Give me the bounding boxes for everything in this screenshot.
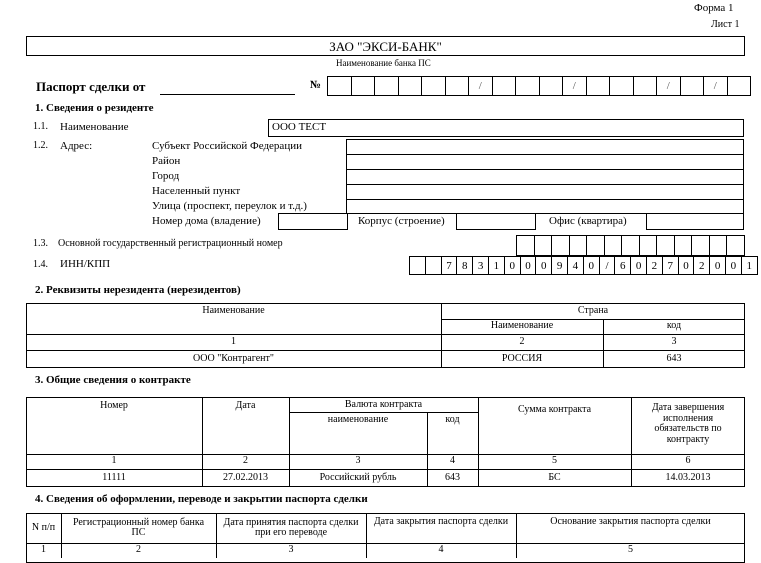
header-accept-date: Дата принятия паспорта сделки при его переводе (223, 516, 359, 538)
inn-kpp-cell: 0 (725, 256, 742, 275)
header-end-date: Дата завершения исполнения обязательств по контракту (651, 402, 725, 445)
ogrn-cell[interactable] (534, 235, 553, 256)
contract-currency-name: Российский рубль (319, 471, 397, 483)
passport-number-cell[interactable] (492, 76, 517, 96)
header-currency-name: наименование (327, 413, 389, 425)
nonresident-country-code: 643 (666, 352, 682, 364)
column-number: 1 (231, 335, 236, 347)
ogrn-cell[interactable] (656, 235, 675, 256)
ogrn-cell[interactable] (691, 235, 710, 256)
passport-number-cell[interactable] (633, 76, 658, 96)
ogrn-cell[interactable] (516, 235, 535, 256)
passport-number-cell[interactable] (351, 76, 376, 96)
passport-number-cell[interactable] (515, 76, 540, 96)
item-1-4-label: ИНН/КПП (60, 258, 111, 270)
column-number: 3 (355, 455, 361, 467)
passport-number-cell[interactable] (398, 76, 423, 96)
inn-kpp-cell: 8 (456, 256, 473, 275)
column-number: 5 (628, 544, 633, 556)
contract-currency-code: 643 (445, 471, 460, 483)
address-line (346, 169, 744, 170)
column-number: 1 (41, 544, 46, 556)
column-number: 3 (671, 335, 677, 347)
inn-kpp-cell: 7 (662, 256, 679, 275)
inn-kpp-cell: 3 (472, 256, 489, 275)
header-name: Наименование (202, 304, 265, 316)
inn-kpp-cell: 0 (535, 256, 552, 275)
address-locality-label: Населенный пункт (152, 185, 241, 197)
item-1-4-num: 1.4. (33, 259, 48, 270)
house-field[interactable] (278, 213, 348, 230)
column-number: 2 (243, 455, 248, 467)
resident-name-value: ООО ТЕСТ (272, 121, 327, 133)
contract-end-date: 14.03.2013 (665, 471, 711, 483)
item-1-2-num: 1.2. (33, 140, 48, 151)
passport-number-cell[interactable] (468, 76, 493, 96)
passport-number-cell[interactable] (374, 76, 399, 96)
header-row-number: N п/п (31, 521, 56, 533)
header-close-date: Дата закрытия паспорта сделки (373, 515, 509, 527)
item-1-3-num: 1.3. (33, 238, 48, 249)
inn-kpp-cell: 1 (741, 256, 758, 275)
passport-number-cell[interactable] (609, 76, 634, 96)
office-label: Офис (квартира) (549, 215, 627, 227)
address-district-label: Район (152, 155, 181, 167)
inn-kpp-cell: 0 (630, 256, 647, 275)
ogrn-cell[interactable] (604, 235, 623, 256)
inn-kpp-cell (425, 256, 442, 275)
address-line (346, 184, 744, 185)
ogrn-cell[interactable] (709, 235, 728, 256)
header-number: Номер (100, 399, 128, 411)
section4-title: 4. Сведения об оформлении, переводе и закрытии паспорта сделки (35, 493, 368, 505)
address-fields-box[interactable] (346, 139, 744, 214)
sheet-label: Лист 1 (711, 19, 740, 30)
passport-number-cell[interactable] (656, 76, 681, 96)
passport-title: Паспорт сделки от (36, 79, 146, 94)
number-sign: № (310, 79, 322, 91)
passport-number-cell[interactable] (680, 76, 705, 96)
bank-caption: Наименование банка ПС (336, 58, 431, 68)
passport-number-cell[interactable] (727, 76, 752, 96)
form-label: Форма 1 (694, 2, 734, 14)
item-1-1-label: Наименование (60, 121, 129, 133)
ogrn-cell[interactable] (639, 235, 658, 256)
inn-kpp-cell: 0 (583, 256, 600, 275)
passport-number-cell[interactable] (703, 76, 728, 96)
passport-number-cell[interactable] (586, 76, 611, 96)
header-currency-code: код (445, 413, 460, 425)
inn-kpp-cell: 6 (614, 256, 631, 275)
section2-title: 2. Реквизиты нерезидента (нерезидентов) (35, 284, 241, 296)
inn-kpp-cell: 2 (693, 256, 710, 275)
header-date: Дата (235, 399, 256, 411)
inn-kpp-cell: 7 (441, 256, 458, 275)
column-number: 1 (111, 455, 117, 467)
inn-kpp-cell: 0 (678, 256, 695, 275)
nonresident-name: ООО "Контрагент" (193, 352, 274, 364)
building-label: Корпус (строение) (358, 215, 445, 227)
passport-number-cell[interactable] (327, 76, 352, 96)
column-number: 5 (552, 455, 557, 467)
ogrn-cell[interactable] (621, 235, 640, 256)
item-1-1-num: 1.1. (33, 121, 48, 132)
bank-name-box (26, 36, 745, 56)
slash-separator: / (478, 80, 482, 92)
header-close-basis: Основание закрытия паспорта сделки (550, 515, 711, 527)
ogrn-cell[interactable] (569, 235, 588, 256)
header-reg-number: Регистрационный номер банка ПС (72, 516, 205, 538)
item-1-3-label: Основной государственный регистрационный номер (58, 238, 283, 249)
address-region-label: Субъект Российской Федерации (152, 140, 302, 152)
slash-separator: / (572, 80, 576, 92)
inn-kpp-cell: 2 (646, 256, 663, 275)
section3-title: 3. Общие сведения о контракте (35, 374, 191, 386)
column-number: 4 (450, 455, 455, 467)
inn-kpp-cell: 1 (488, 256, 505, 275)
contract-date: 27.02.2013 (223, 471, 268, 483)
address-city-label: Город (152, 170, 180, 182)
ogrn-cell[interactable] (586, 235, 605, 256)
ogrn-cell[interactable] (726, 235, 745, 256)
address-line (346, 154, 744, 155)
section1-title: 1. Сведения о резиденте (35, 102, 154, 114)
inn-kpp-cell (409, 256, 426, 275)
ogrn-cell[interactable] (674, 235, 693, 256)
passport-number-cell[interactable] (562, 76, 587, 96)
ogrn-cell[interactable] (551, 235, 570, 256)
contract-number: 11111 (102, 471, 126, 483)
item-1-2-label: Адрес: (60, 140, 93, 152)
address-line (346, 199, 744, 200)
inn-kpp-cell: / (599, 256, 616, 275)
inn-kpp-cell: 0 (709, 256, 726, 275)
slash-separator: / (666, 80, 670, 92)
nonresident-country: РОССИЯ (501, 352, 543, 364)
column-number: 2 (136, 544, 141, 556)
passport-date-line[interactable] (160, 94, 295, 95)
address-street-label: Улица (проспект, переулок и т.д.) (152, 200, 307, 212)
column-number: 6 (685, 455, 691, 467)
resident-name-field[interactable] (268, 119, 744, 137)
header-country-name: Наименование (490, 320, 554, 332)
passport-number-cell[interactable] (445, 76, 470, 96)
column-number: 3 (288, 544, 294, 556)
contract-amount: БС (548, 471, 561, 483)
inn-kpp-cell: 4 (567, 256, 584, 275)
passport-number-cell[interactable] (539, 76, 564, 96)
header-country-code: код (666, 320, 682, 332)
inn-kpp-cell: 0 (520, 256, 537, 275)
bank-name: ЗАО "ЭКСИ-БАНК" (329, 39, 442, 54)
house-label: Номер дома (владение) (152, 215, 261, 227)
header-currency: Валюта контракта (344, 398, 423, 410)
inn-kpp-cell: 9 (551, 256, 568, 275)
passport-number-cell[interactable] (421, 76, 446, 96)
building-field[interactable] (456, 213, 536, 230)
header-amount: Сумма контракта (517, 403, 592, 415)
inn-kpp-cell: 0 (504, 256, 521, 275)
column-number: 4 (438, 544, 444, 556)
office-field[interactable] (646, 213, 744, 230)
header-country: Страна (577, 304, 609, 316)
slash-separator: / (713, 80, 717, 92)
column-number: 2 (519, 335, 525, 347)
